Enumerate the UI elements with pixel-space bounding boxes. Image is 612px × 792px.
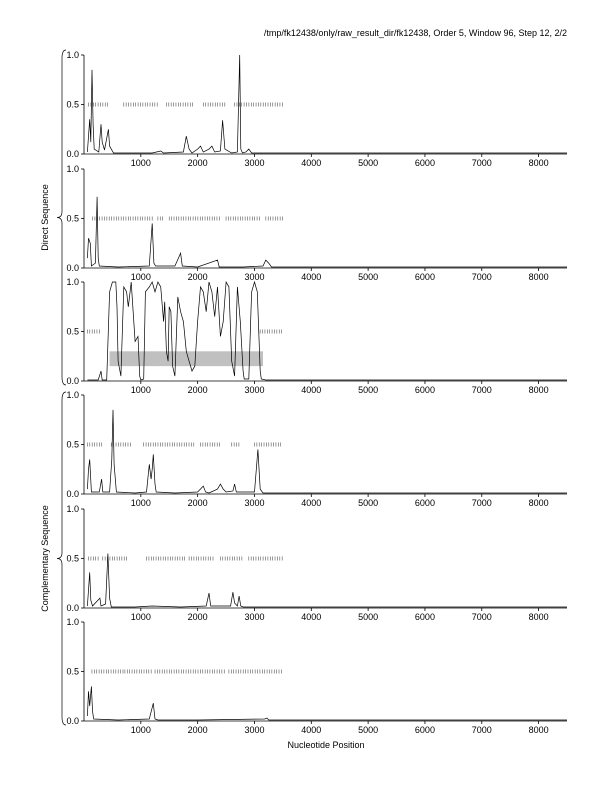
- x-tick-label: 4000: [301, 385, 322, 395]
- x-tick-label: 8000: [528, 725, 549, 735]
- x-tick-label: 1000: [130, 725, 151, 735]
- y-tick-label: 0.5: [66, 213, 79, 224]
- x-tick-label: 3000: [244, 158, 265, 168]
- series-line: [87, 197, 567, 267]
- y-tick-label: 0.5: [66, 326, 79, 337]
- x-tick-label: 7000: [471, 612, 492, 622]
- x-tick-label: 8000: [528, 385, 549, 395]
- series-line: [87, 554, 567, 608]
- x-tick-label: 6000: [414, 612, 435, 622]
- x-tick-label: 3000: [244, 498, 265, 508]
- y-tick-label: 0.0: [66, 149, 79, 159]
- shaded-band: [110, 351, 263, 366]
- x-tick-label: 8000: [528, 158, 549, 168]
- x-tick-label: 2000: [187, 385, 208, 395]
- x-tick-label: 2000: [187, 158, 208, 168]
- panel-direct-frame-3: [66, 277, 567, 395]
- panel-complementary-frame-3: [66, 617, 567, 735]
- x-tick-label: 4000: [301, 498, 322, 508]
- x-tick-label: 6000: [414, 725, 435, 735]
- panel-direct-frame-1: [66, 50, 567, 168]
- x-tick-label: 6000: [414, 385, 435, 395]
- y-tick-label: 1.0: [66, 617, 79, 627]
- x-tick-label: 2000: [187, 612, 208, 622]
- y-tick-label: 0.5: [66, 99, 79, 110]
- x-tick-label: 7000: [471, 385, 492, 395]
- y-tick-label: 1.0: [66, 504, 79, 514]
- y-tick-label: 1.0: [66, 164, 79, 174]
- x-tick-label: 1000: [130, 272, 151, 282]
- panel-complementary-frame-2: [66, 504, 567, 622]
- x-tick-label: 3000: [244, 385, 265, 395]
- x-tick-label: 2000: [187, 725, 208, 735]
- x-tick-label: 5000: [358, 725, 379, 735]
- x-tick-label: 3000: [244, 612, 265, 622]
- x-tick-label: 6000: [414, 498, 435, 508]
- x-tick-label: 7000: [471, 498, 492, 508]
- x-tick-label: 8000: [528, 498, 549, 508]
- y-tick-label: 1.0: [66, 277, 79, 287]
- header-text: /tmp/fk12438/only/raw_result_dir/fk12438, Order 5, Window 96, Step 12, 2/2: [263, 28, 567, 38]
- x-axis-label: Nucleotide Position: [287, 740, 365, 750]
- x-tick-label: 1000: [130, 612, 151, 622]
- x-tick-label: 7000: [471, 272, 492, 282]
- y-tick-label: 0.0: [66, 376, 79, 386]
- x-tick-label: 8000: [528, 272, 549, 282]
- panels: [66, 50, 567, 735]
- x-tick-label: 5000: [358, 272, 379, 282]
- y-tick-label: 1.0: [66, 390, 79, 400]
- brace-path: [57, 50, 66, 385]
- x-tick-label: 8000: [528, 612, 549, 622]
- x-tick-label: 3000: [244, 272, 265, 282]
- series-line: [87, 55, 567, 153]
- complementary-sequence-brace: [57, 392, 66, 725]
- series-line: [87, 686, 567, 720]
- y-tick-label: 0.0: [66, 716, 79, 726]
- x-tick-label: 5000: [358, 498, 379, 508]
- y-tick-label: 0.0: [66, 489, 79, 499]
- series-line: [87, 410, 567, 493]
- x-tick-label: 5000: [358, 385, 379, 395]
- x-tick-label: 4000: [301, 612, 322, 622]
- panel-direct-frame-2: [66, 164, 567, 282]
- brace-path: [57, 392, 66, 725]
- x-tick-label: 7000: [471, 725, 492, 735]
- x-tick-label: 6000: [414, 272, 435, 282]
- y-tick-label: 0.5: [66, 439, 79, 450]
- x-tick-label: 1000: [130, 158, 151, 168]
- y-tick-label: 0.5: [66, 553, 79, 564]
- x-tick-label: 4000: [301, 158, 322, 168]
- y-tick-label: 0.5: [66, 666, 79, 677]
- x-tick-label: 5000: [358, 158, 379, 168]
- x-tick-label: 3000: [244, 725, 265, 735]
- y-tick-label: 0.0: [66, 603, 79, 613]
- x-tick-label: 4000: [301, 272, 322, 282]
- x-tick-label: 4000: [301, 725, 322, 735]
- x-tick-label: 5000: [358, 612, 379, 622]
- x-tick-label: 2000: [187, 272, 208, 282]
- y-tick-label: 0.0: [66, 263, 79, 273]
- complementary-sequence-label: Complementary Sequence: [40, 505, 50, 612]
- x-tick-label: 1000: [130, 498, 151, 508]
- x-tick-label: 6000: [414, 158, 435, 168]
- x-tick-label: 7000: [471, 158, 492, 168]
- x-tick-label: 1000: [130, 385, 151, 395]
- panel-complementary-frame-1: [66, 390, 567, 508]
- direct-sequence-label: Direct Sequence: [40, 184, 50, 251]
- direct-sequence-brace: [57, 50, 66, 385]
- x-tick-label: 2000: [187, 498, 208, 508]
- y-tick-label: 1.0: [66, 50, 79, 60]
